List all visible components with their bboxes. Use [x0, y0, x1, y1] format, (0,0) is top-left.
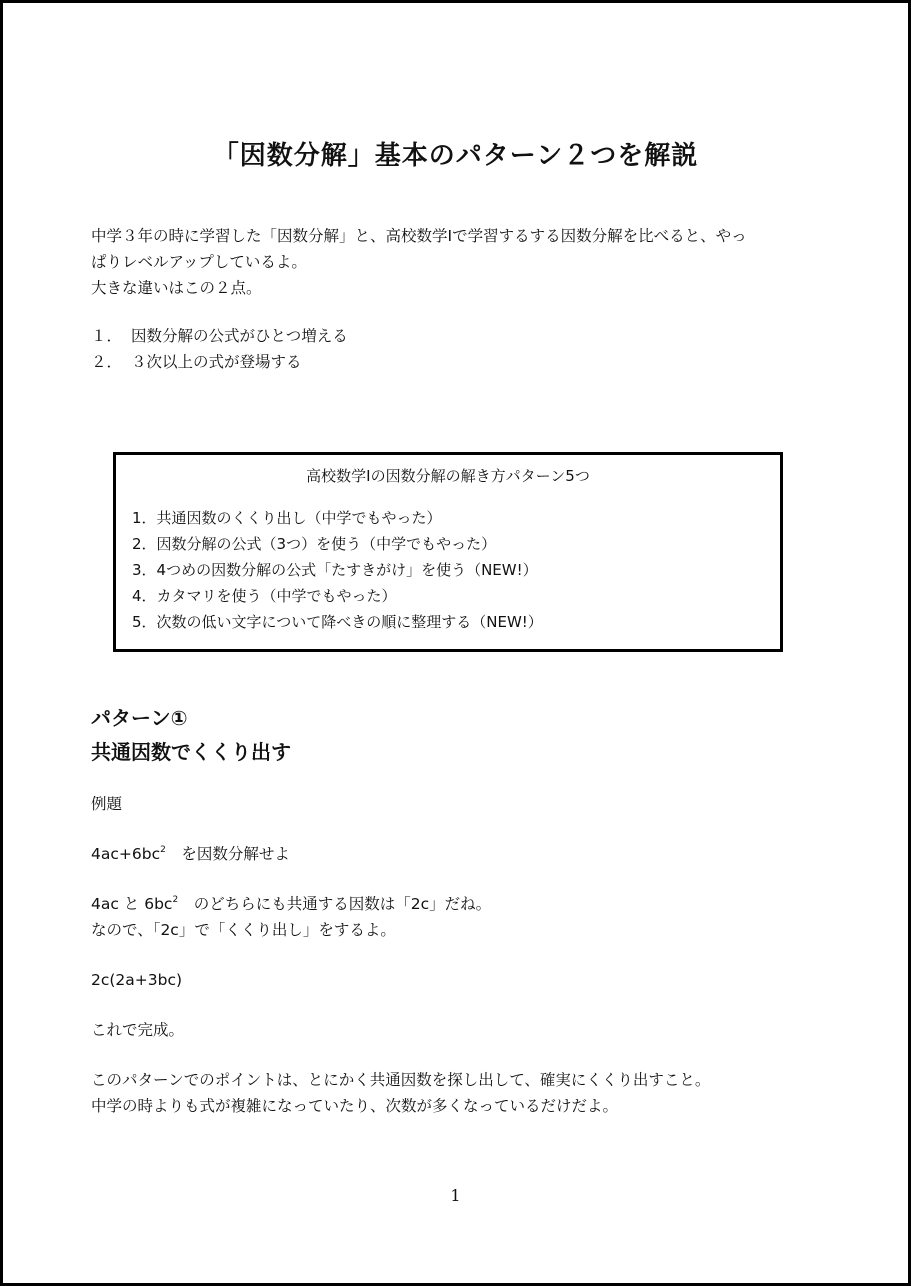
point-line: このパターンでのポイントは、とにかく共通因数を探し出して、確実にくくり出すこと。: [91, 1071, 711, 1089]
page-number: 1: [450, 1186, 461, 1205]
patterns-summary-box: [113, 452, 783, 652]
list-item: [91, 349, 348, 375]
pattern-list-item: 3．4つめの因数分解の公式「たすきがけ」を使う（NEW!）: [132, 561, 538, 579]
answer-expression: 2c(2a+3bc): [91, 971, 183, 989]
explanation-text: のどちらにも共通する因数は「2c」だね。: [178, 895, 492, 913]
completion-text: これで完成。: [91, 1021, 185, 1039]
page-title: 「因数分解」基本のパターン２つを解説: [212, 141, 699, 171]
example-problem: [91, 841, 290, 867]
list-number: １．: [91, 327, 123, 345]
explanation-terms: 4ac と 6bc: [91, 895, 173, 913]
exponent: 2: [160, 845, 166, 855]
list-item: [91, 323, 348, 349]
problem-instruction: を因数分解せよ: [165, 845, 290, 863]
intro-paragraph: [91, 223, 821, 301]
pattern-name-heading: 共通因数でくくり出す: [91, 740, 291, 764]
list-text: ３次以上の式が登場する: [131, 353, 302, 371]
explanation-line: [91, 891, 491, 917]
explanation-line: なので、「2c」で「くくり出し」をするよ。: [91, 921, 396, 939]
intro-line: 中学３年の時に学習した「因数分解」と、高校数学Ⅰで学習するする因数分解を比べると、やっ: [91, 227, 747, 245]
pattern-list-item: 5．次数の低い文字について降べきの順に整理する（NEW!）: [132, 613, 543, 631]
example-label: 例題: [91, 795, 123, 813]
intro-line: 大きな違いはこの２点。: [91, 279, 262, 297]
list-number: ２．: [91, 353, 123, 371]
pattern-list-item: 1．共通因数のくくり出し（中学でもやった）: [132, 509, 442, 527]
pattern-number-heading: パターン①: [91, 706, 188, 730]
exponent: 2: [172, 895, 179, 905]
intro-line: ぱりレベルアップしているよ。: [91, 253, 307, 271]
box-title: 高校数学Ⅰの因数分解の解き方パターン5つ: [306, 467, 590, 485]
pattern-list-item: 4．カタマリを使う（中学でもやった）: [132, 587, 397, 605]
point-line: 中学の時よりも式が複雑になっていたり、次数が多くなっているだけだよ。: [91, 1097, 619, 1115]
problem-expression: 4ac+6bc: [91, 845, 161, 863]
pattern-list: [132, 505, 764, 635]
list-text: 因数分解の公式がひとつ増える: [131, 327, 348, 345]
pattern-list-item: 2．因数分解の公式（3つ）を使う（中学でもやった）: [132, 535, 497, 553]
difference-list: [91, 323, 348, 375]
section-heading: [91, 701, 291, 769]
